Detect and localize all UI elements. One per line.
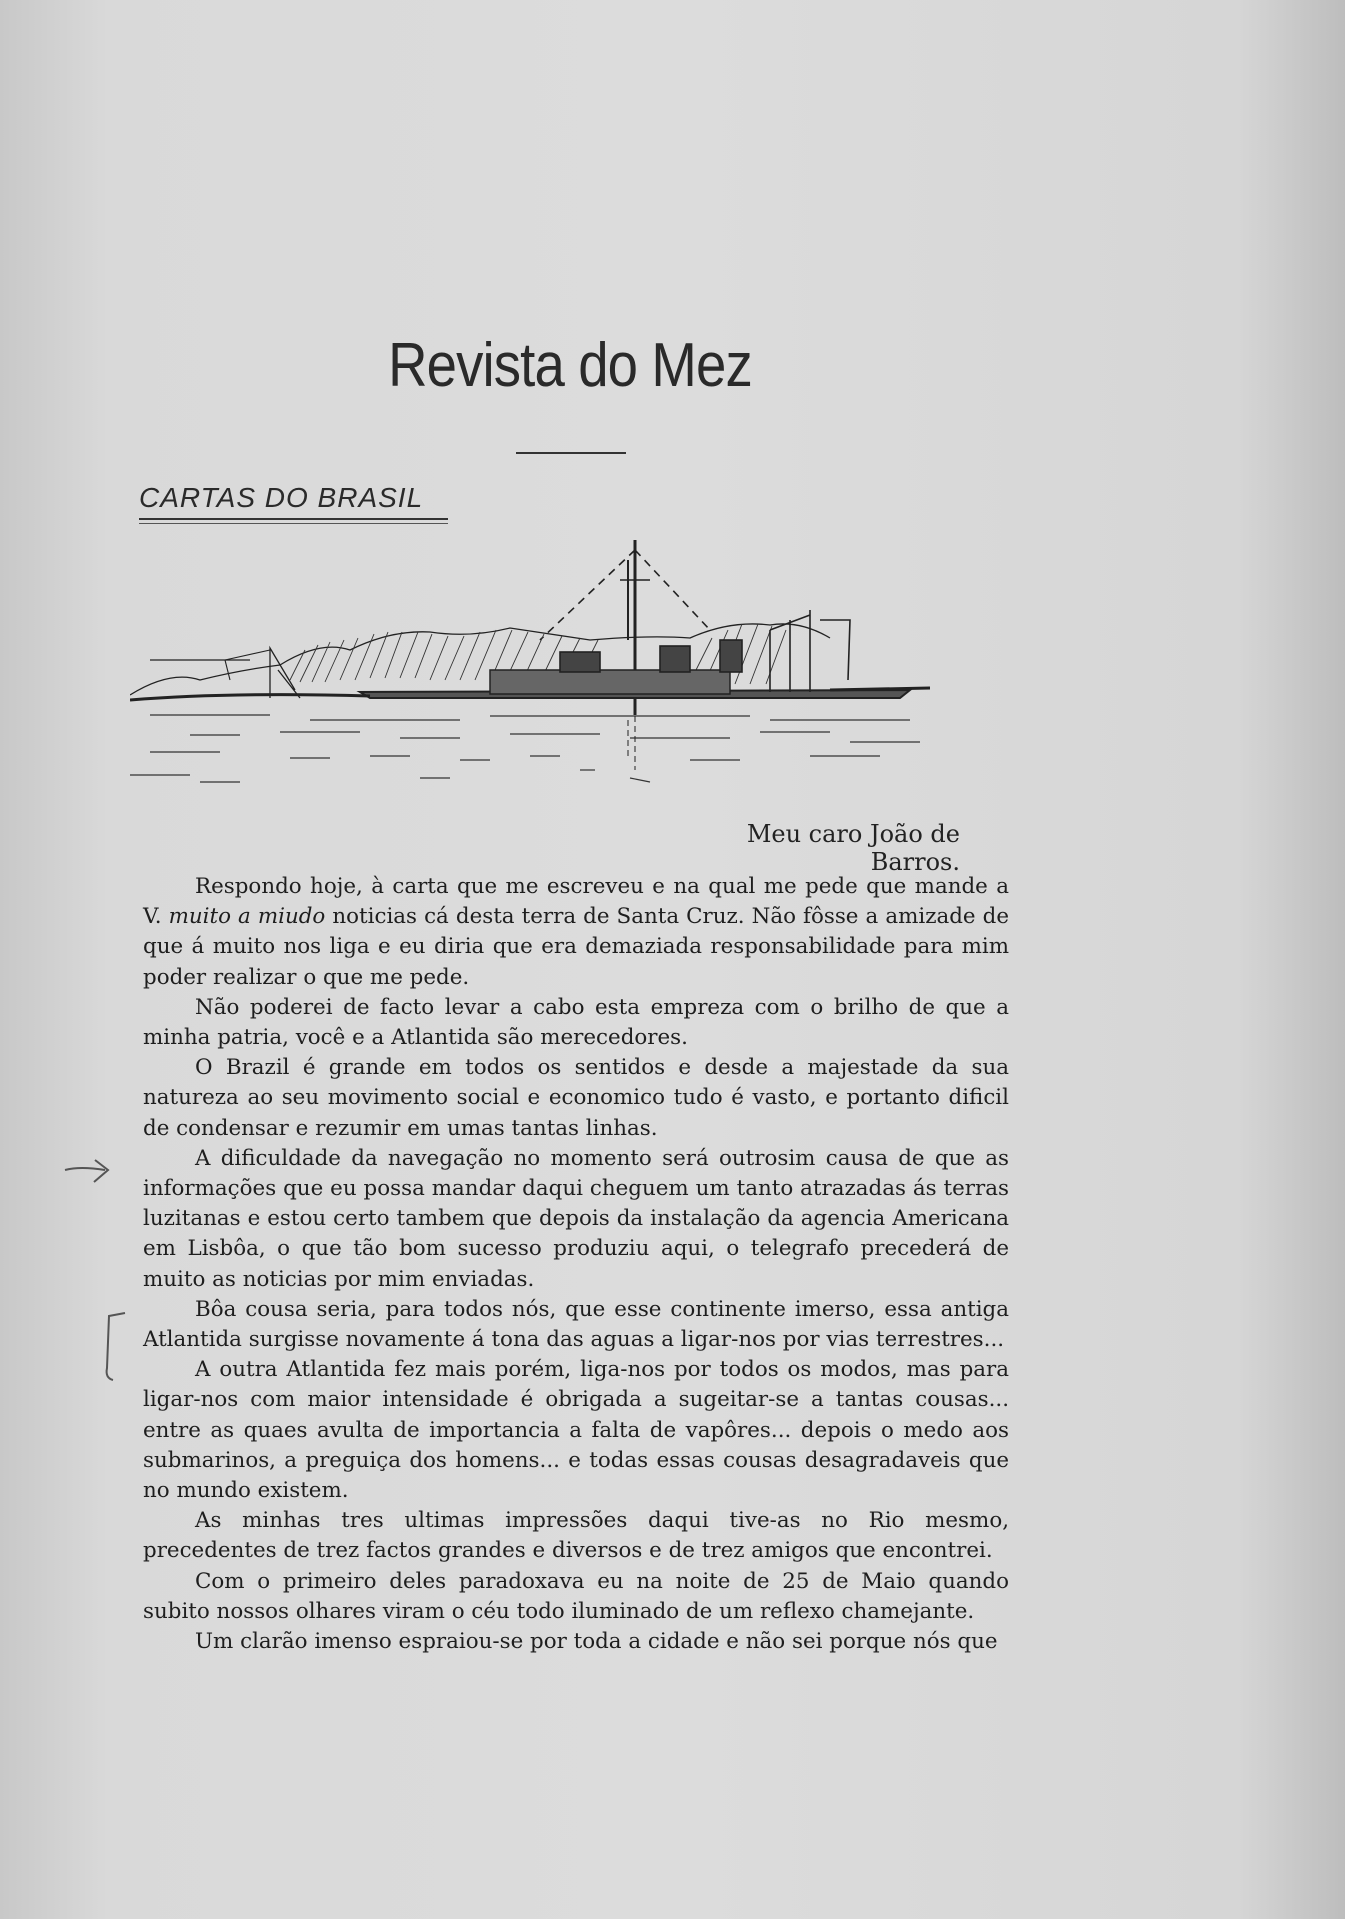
paragraph: A outra Atlantida fez mais porém, liga-nos por todos os modos, mas para ligar-nos com maior intensidade é obrigada a sugeitar-se a tantas cousas... entre as quaes avulta de importancia a falta de vapôres... depois o medo aos submarinos, a preguiça dos homens... e todas essas cousas desagradaveis que no mundo existem. (143, 1357, 1009, 1504)
paragraph: O Brazil é grande em todos os sentidos e desde a majestade da sua natureza ao seu movimento social e economico tudo é vasto, e portanto dificil de condensar e rezumir em umas tantas linhas. (143, 1055, 1009, 1141)
italic-phrase: muito a miudo (168, 904, 326, 930)
handwritten-bracket-mark (95, 1308, 135, 1388)
paragraph (143, 872, 1009, 993)
section-heading: CARTAS DO BRASIL (139, 482, 424, 513)
handwritten-arrow-mark (60, 1150, 120, 1190)
paragraph: A dificuldade da navegação no momento será outrosim causa de que as informações que eu possa mandar daqui cheguem um tanto atrazadas ás terras luzitanas e estou certo tambem que depois da instalação da agencia Americana em Lisbôa, o que tão bom sucesso produziu aqui, o telegrafo precederá de muito as noticias por mim enviadas. (143, 1145, 1009, 1292)
paragraph: Um clarão imenso espraiou-se por toda a cidade e não sei porque nós que (195, 1629, 998, 1655)
paragraph-text: noticias cá desta terra de Santa Cruz. Não fôsse a amizade de que á muito nos liga e eu diria que era demaziada responsabilidade para mim poder realizar o que me pede. (143, 904, 1010, 990)
harbour-warship-illustration (130, 520, 1030, 820)
page-title: Revista do Mez (388, 331, 752, 400)
paragraph: Bôa cousa seria, para todos nós, que esse continente imerso, essa antiga Atlantida surgisse novamente á tona das aguas a ligar-nos por vias terrestres... (143, 1296, 1009, 1353)
paragraph: Não poderei de facto levar a cabo esta empreza com o brilho de que a minha patria, você e a Atlantida são merecedores. (143, 994, 1009, 1051)
title-divider (516, 452, 626, 454)
paragraph: Com o primeiro deles paradoxava eu na noite de 25 de Maio quando subito nossos olhares viram o céu todo iluminado de um reflexo chamejante. (143, 1568, 1009, 1624)
article-body (143, 872, 1009, 1657)
salutation: Meu caro João de Barros. (746, 820, 960, 876)
paragraph-text: Respondo hoje, à carta que me escreveu e na qual me pede que mande a V. (143, 874, 1009, 930)
paragraph: As minhas tres ultimas impressões daqui tive-as no Rio mesmo, precedentes de trez factos grandes e diversos e de trez amigos que encontrei. (143, 1508, 1009, 1564)
